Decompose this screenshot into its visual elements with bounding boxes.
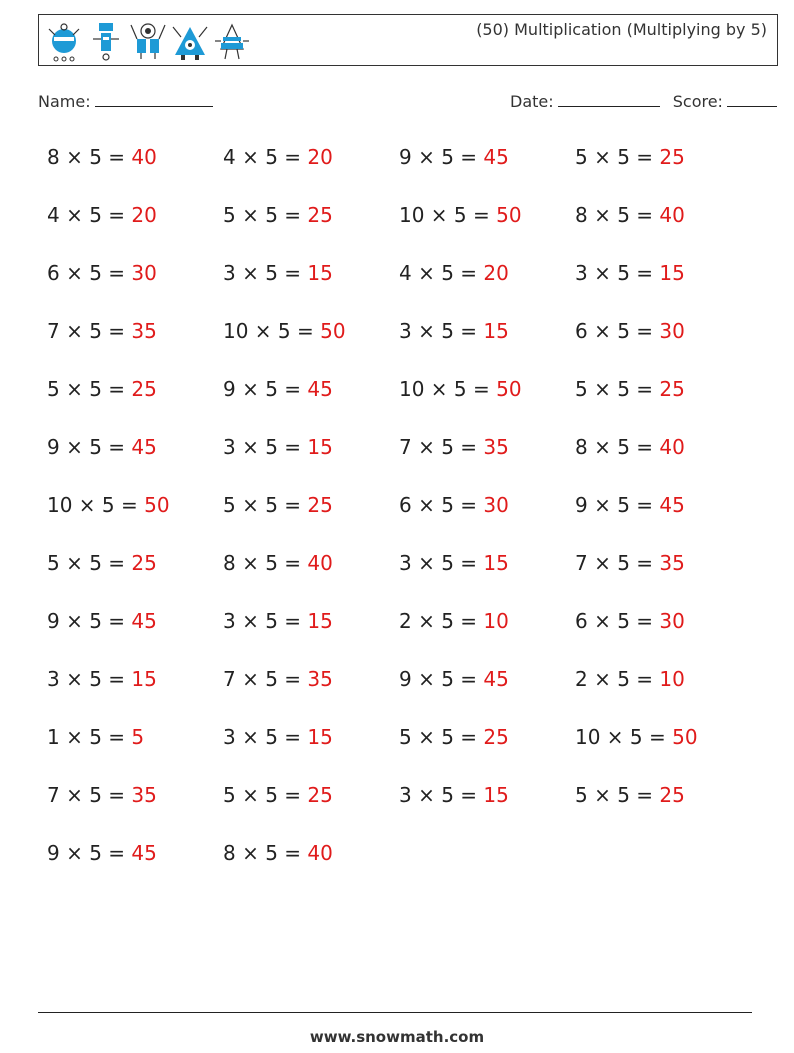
- problem-item: [47, 377, 223, 401]
- problem-question: 3 × 5 =: [223, 609, 308, 633]
- problem-item: [399, 783, 575, 807]
- problem-question: 5 × 5 =: [47, 377, 132, 401]
- problem-item: [47, 725, 223, 749]
- problem-question: 5 × 5 =: [223, 783, 308, 807]
- problem-answer: 15: [659, 261, 685, 285]
- problem-item: [399, 493, 575, 517]
- problem-answer: 25: [307, 203, 333, 227]
- problem-item: [399, 203, 575, 227]
- problem-answer: 20: [131, 203, 157, 227]
- problem-answer: 25: [307, 783, 333, 807]
- problem-answer: 40: [659, 435, 685, 459]
- problem-question: 1 × 5 =: [47, 725, 132, 749]
- problem-question: 10 × 5 =: [399, 203, 497, 227]
- problem-question: 8 × 5 =: [47, 145, 132, 169]
- problem-question: 6 × 5 =: [575, 319, 660, 343]
- problem-item: [399, 145, 575, 169]
- problem-item: [47, 551, 223, 575]
- problem-item: [399, 609, 575, 633]
- problem-item: [47, 261, 223, 285]
- footer-site: www.snowmath.com: [309, 1028, 485, 1046]
- problem-answer: 25: [483, 725, 509, 749]
- robot-5-icon: [213, 19, 251, 63]
- problem-answer: 25: [659, 783, 685, 807]
- problem-item: [223, 145, 399, 169]
- problem-answer: 30: [659, 319, 685, 343]
- problem-question: 3 × 5 =: [47, 667, 132, 691]
- problem-answer: 50: [672, 725, 698, 749]
- problem-item: [223, 551, 399, 575]
- problem-answer: 15: [307, 609, 333, 633]
- problem-question: 6 × 5 =: [575, 609, 660, 633]
- problem-item: [575, 319, 751, 343]
- problem-question: 5 × 5 =: [47, 551, 132, 575]
- problem-question: 8 × 5 =: [223, 551, 308, 575]
- problem-answer: 35: [131, 783, 157, 807]
- problem-item: [223, 377, 399, 401]
- problem-row: [47, 319, 767, 377]
- problem-answer: 20: [307, 145, 333, 169]
- problem-question: 4 × 5 =: [399, 261, 484, 285]
- problem-answer: 35: [307, 667, 333, 691]
- problem-item: [575, 203, 751, 227]
- problem-answer: 40: [307, 551, 333, 575]
- problem-answer: 35: [131, 319, 157, 343]
- header-box: [38, 14, 778, 66]
- problem-answer: 40: [659, 203, 685, 227]
- problem-answer: 25: [659, 377, 685, 401]
- problem-row: [47, 377, 767, 435]
- problem-item: [47, 609, 223, 633]
- problem-item: [223, 319, 399, 343]
- problem-question: 3 × 5 =: [223, 261, 308, 285]
- problem-item: [223, 493, 399, 517]
- robot-1-icon: [45, 19, 83, 63]
- problem-answer: 30: [659, 609, 685, 633]
- score-blank-line[interactable]: [727, 92, 777, 107]
- problem-answer: 40: [307, 841, 333, 865]
- problem-answer: 15: [307, 725, 333, 749]
- problem-answer: 50: [496, 203, 522, 227]
- problem-row: [47, 203, 767, 261]
- problem-question: 7 × 5 =: [399, 435, 484, 459]
- problem-item: [575, 609, 751, 633]
- problem-item: [575, 435, 751, 459]
- problem-answer: 25: [131, 377, 157, 401]
- problem-question: 5 × 5 =: [223, 203, 308, 227]
- problem-item: [223, 783, 399, 807]
- problem-item: [223, 725, 399, 749]
- problem-item: [575, 783, 751, 807]
- problem-answer: 15: [307, 261, 333, 285]
- problem-item: [223, 841, 399, 865]
- problem-item: [47, 841, 223, 865]
- problem-item: [399, 725, 575, 749]
- problem-question: 7 × 5 =: [47, 319, 132, 343]
- problem-answer: 35: [659, 551, 685, 575]
- name-field[interactable]: [38, 92, 213, 111]
- problem-question: 7 × 5 =: [575, 551, 660, 575]
- problem-item: [399, 667, 575, 691]
- problem-question: 9 × 5 =: [47, 435, 132, 459]
- problem-question: 9 × 5 =: [575, 493, 660, 517]
- problem-item: [47, 493, 223, 517]
- problem-question: 3 × 5 =: [399, 551, 484, 575]
- problem-question: 10 × 5 =: [399, 377, 497, 401]
- name-blank-line[interactable]: [95, 92, 213, 107]
- problem-item: [575, 145, 751, 169]
- problem-question: 3 × 5 =: [399, 319, 484, 343]
- problem-item: [47, 145, 223, 169]
- problem-answer: 20: [483, 261, 509, 285]
- problem-answer: 45: [131, 435, 157, 459]
- problem-question: 4 × 5 =: [47, 203, 132, 227]
- problem-question: 5 × 5 =: [399, 725, 484, 749]
- problem-row: [47, 261, 767, 319]
- problem-question: 6 × 5 =: [47, 261, 132, 285]
- problem-item: [575, 377, 751, 401]
- problem-row: [47, 435, 767, 493]
- problem-answer: 45: [483, 667, 509, 691]
- problem-question: 10 × 5 =: [223, 319, 321, 343]
- problem-question: 3 × 5 =: [575, 261, 660, 285]
- problem-answer: 5: [131, 725, 145, 749]
- problem-item: [399, 435, 575, 459]
- robot-3-icon: [129, 19, 167, 63]
- problem-item: [399, 261, 575, 285]
- robot-strip: [45, 19, 251, 63]
- problem-answer: 50: [496, 377, 522, 401]
- problem-question: 10 × 5 =: [47, 493, 145, 517]
- problem-row: [47, 493, 767, 551]
- problem-question: 5 × 5 =: [223, 493, 308, 517]
- problem-answer: 10: [483, 609, 509, 633]
- problem-question: 9 × 5 =: [399, 667, 484, 691]
- problem-answer: 50: [144, 493, 170, 517]
- problem-answer: 25: [131, 551, 157, 575]
- problem-answer: 35: [483, 435, 509, 459]
- problem-item: [223, 203, 399, 227]
- problem-item: [47, 319, 223, 343]
- problem-row: [47, 841, 767, 899]
- problem-answer: 45: [131, 841, 157, 865]
- problem-answer: 25: [307, 493, 333, 517]
- problem-answer: 15: [483, 551, 509, 575]
- problem-row: [47, 667, 767, 725]
- problem-question: 2 × 5 =: [399, 609, 484, 633]
- problem-question: 6 × 5 =: [399, 493, 484, 517]
- problem-answer: 30: [483, 493, 509, 517]
- problem-item: [223, 667, 399, 691]
- problem-question: 7 × 5 =: [47, 783, 132, 807]
- date-blank-line[interactable]: [558, 92, 660, 107]
- robot-2-icon: [87, 19, 125, 63]
- problem-answer: 40: [131, 145, 157, 169]
- problem-answer: 10: [659, 667, 685, 691]
- problem-answer: 15: [307, 435, 333, 459]
- problem-answer: 45: [483, 145, 509, 169]
- problem-answer: 15: [131, 667, 157, 691]
- problem-row: [47, 609, 767, 667]
- problem-answer: 45: [659, 493, 685, 517]
- problem-question: 9 × 5 =: [399, 145, 484, 169]
- problem-answer: 15: [483, 783, 509, 807]
- problem-question: 3 × 5 =: [399, 783, 484, 807]
- problem-question: 8 × 5 =: [223, 841, 308, 865]
- problem-question: 5 × 5 =: [575, 145, 660, 169]
- date-score-fields: [510, 92, 777, 111]
- problem-question: 5 × 5 =: [575, 783, 660, 807]
- problem-item: [399, 319, 575, 343]
- problem-item: [223, 609, 399, 633]
- problem-answer: 15: [483, 319, 509, 343]
- problem-question: 4 × 5 =: [223, 145, 308, 169]
- score-label: Score:: [672, 92, 723, 111]
- problem-answer: 25: [659, 145, 685, 169]
- problem-question: 9 × 5 =: [223, 377, 308, 401]
- name-label: Name:: [38, 92, 91, 111]
- problem-question: 8 × 5 =: [575, 203, 660, 227]
- worksheet-title: (50) Multiplication (Multiplying by 5): [476, 20, 767, 39]
- problem-item: [399, 551, 575, 575]
- problem-answer: 45: [131, 609, 157, 633]
- problem-item: [47, 783, 223, 807]
- problem-question: 8 × 5 =: [575, 435, 660, 459]
- problem-question: 3 × 5 =: [223, 725, 308, 749]
- problem-answer: 30: [131, 261, 157, 285]
- problem-question: 3 × 5 =: [223, 435, 308, 459]
- problem-row: [47, 551, 767, 609]
- problem-row: [47, 145, 767, 203]
- problem-item: [575, 493, 751, 517]
- problem-item: [399, 377, 575, 401]
- problem-question: 2 × 5 =: [575, 667, 660, 691]
- problem-item: [575, 261, 751, 285]
- problem-item: [223, 261, 399, 285]
- problem-item: [575, 725, 751, 749]
- problem-item: [47, 667, 223, 691]
- problem-item: [223, 435, 399, 459]
- date-label: Date:: [510, 92, 554, 111]
- problem-item: [47, 203, 223, 227]
- problem-question: 9 × 5 =: [47, 841, 132, 865]
- footer-divider: [38, 1012, 752, 1013]
- problem-item: [575, 551, 751, 575]
- problem-row: [47, 725, 767, 783]
- robot-4-icon: [171, 19, 209, 63]
- problem-question: 7 × 5 =: [223, 667, 308, 691]
- problem-question: 5 × 5 =: [575, 377, 660, 401]
- problem-question: 9 × 5 =: [47, 609, 132, 633]
- problem-item: [575, 667, 751, 691]
- problem-answer: 45: [307, 377, 333, 401]
- problem-question: 10 × 5 =: [575, 725, 673, 749]
- problem-item: [47, 435, 223, 459]
- problems-grid: [47, 145, 767, 899]
- problem-row: [47, 783, 767, 841]
- problem-answer: 50: [320, 319, 346, 343]
